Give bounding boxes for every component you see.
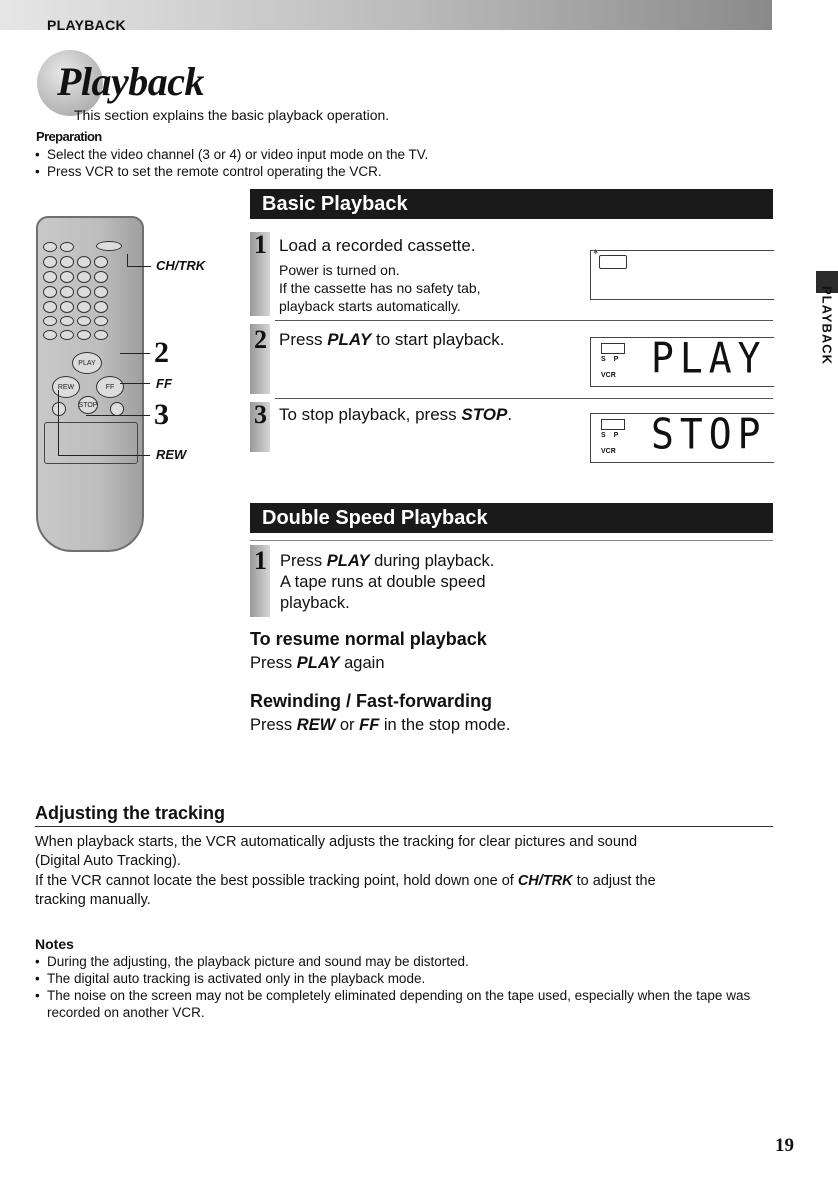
remote-button: [94, 301, 108, 313]
step-title: Load a recorded cassette.: [279, 236, 476, 255]
remote-play-button: PLAY: [72, 352, 102, 374]
remote-button: [94, 271, 108, 283]
remote-button: [43, 301, 57, 313]
remote-button: [43, 316, 57, 326]
play-button-ref: PLAY: [296, 654, 340, 672]
remote-button: [77, 271, 91, 283]
remote-button: [96, 241, 122, 251]
remote-rew-button: REW: [52, 376, 80, 398]
step-line: A tape runs at double speed: [280, 573, 486, 591]
rewind-heading: Rewinding / Fast-forwarding: [250, 691, 492, 711]
step-title-text: .: [507, 405, 513, 424]
tracking-rule: [35, 826, 773, 827]
remote-ff-button: FF: [96, 376, 124, 398]
page-title: Playback: [57, 59, 205, 104]
side-tab-label: PLAYBACK: [819, 285, 835, 366]
remote-button: [43, 271, 57, 283]
step-detail-line: playback starts automatically.: [279, 298, 461, 314]
remote-button: [94, 330, 108, 340]
tape-speed-indicator: S P: [601, 356, 619, 363]
remote-stop-button: STOP: [78, 396, 98, 414]
step-line-text: Press: [280, 552, 327, 570]
play-button-ref: PLAY: [327, 330, 372, 349]
tracking-heading: Adjusting the tracking: [35, 803, 226, 823]
remote-button: [43, 286, 57, 298]
remote-button: [77, 330, 91, 340]
blink-rays-icon: ✶: [592, 247, 602, 257]
callout-number-2: 2: [154, 336, 169, 369]
step-number: 1: [254, 230, 267, 259]
paragraph-text: to adjust the: [572, 873, 656, 889]
vcr-display-step2: [590, 333, 774, 387]
cassette-icon: [601, 343, 625, 354]
double-speed-heading: Double Speed Playback: [250, 503, 773, 533]
callout-rew: REW: [156, 447, 187, 462]
callout-chtrk: CH/TRK: [156, 258, 206, 273]
preparation-item: • Press VCR to set the remote control operating the VCR.: [35, 163, 428, 180]
rewind-text: [250, 716, 510, 735]
tracking-paragraph-1: [35, 833, 775, 871]
remote-button: [77, 256, 91, 268]
remote-button: [60, 301, 74, 313]
rew-button-ref: REW: [296, 716, 336, 734]
remote-button: [110, 402, 124, 416]
step-number: 2: [254, 325, 267, 354]
rewind-text-part: in the stop mode.: [379, 716, 511, 734]
paragraph-line: (Digital Auto Tracking).: [35, 853, 181, 869]
step-title: [279, 405, 512, 425]
step-divider: [275, 398, 773, 399]
callout-line: [58, 390, 59, 456]
paragraph-line: tracking manually.: [35, 892, 151, 908]
note-item: • During the adjusting, the playback picture and sound may be distorted.: [35, 953, 775, 970]
tape-speed-indicator: S P: [601, 432, 619, 439]
step-title-text: Press: [279, 330, 328, 349]
cassette-icon: [601, 419, 625, 430]
preparation-list: [35, 146, 428, 180]
chtrk-button-ref: CH/TRK: [517, 873, 573, 889]
preparation-heading: Preparation: [36, 129, 102, 144]
header-section-label: PLAYBACK: [47, 17, 126, 33]
callout-line: [127, 254, 128, 267]
note-item: • The digital auto tracking is activated only in the playback mode.: [35, 970, 775, 987]
step-title-text: to start playback.: [371, 330, 505, 349]
remote-button: [60, 256, 74, 268]
rewind-text-part: or: [335, 716, 360, 734]
callout-line: [86, 415, 150, 416]
preparation-item: • Select the video channel (3 or 4) or video input mode on the TV.: [35, 146, 428, 163]
step-number: 1: [254, 546, 267, 575]
notes-list: [35, 953, 775, 1021]
resume-text-part: again: [339, 654, 385, 672]
remote-button: [60, 242, 74, 252]
remote-button: [77, 286, 91, 298]
display-readout: STOP: [651, 409, 767, 459]
resume-heading: To resume normal playback: [250, 629, 487, 649]
resume-text: [250, 654, 385, 673]
vcr-indicator: VCR: [601, 448, 616, 455]
notes-heading: Notes: [35, 936, 74, 952]
paragraph-line: [35, 872, 775, 891]
remote-button: [77, 301, 91, 313]
callout-ff: FF: [156, 376, 172, 391]
step-number: 3: [254, 400, 267, 429]
remote-button: [77, 316, 91, 326]
step-line: [280, 551, 494, 572]
ff-button-ref: FF: [359, 716, 380, 734]
step-detail-line: Power is turned on.: [279, 262, 400, 278]
page-number: 19: [775, 1135, 794, 1156]
remote-button: [60, 286, 74, 298]
resume-text-part: Press: [250, 654, 297, 672]
remote-button: [60, 271, 74, 283]
note-item: • The noise on the screen may not be completely eliminated depending on the tape used, especially when the tape was recorded on another VCR.: [35, 987, 775, 1021]
remote-button: [94, 286, 108, 298]
step-title-text: To stop playback, press: [279, 405, 462, 424]
step-divider: [275, 320, 773, 321]
remote-button: [60, 316, 74, 326]
remote-button: [43, 330, 57, 340]
callout-line: [120, 383, 150, 384]
vcr-display-step1: [590, 247, 774, 300]
paragraph-line: When playback starts, the VCR automatically adjusts the tracking for clear pictures and sound: [35, 834, 638, 850]
step-details: [279, 261, 481, 315]
vcr-indicator: VCR: [601, 372, 616, 379]
basic-playback-heading: Basic Playback: [250, 189, 773, 219]
remote-button: [60, 330, 74, 340]
callout-line: [58, 455, 150, 456]
paragraph-text: If the VCR cannot locate the best possible tracking point, hold down one of: [35, 873, 518, 889]
stop-button-ref: STOP: [461, 405, 508, 424]
remote-button: [43, 256, 57, 268]
section-rule: [250, 540, 773, 541]
step-detail-line: If the cassette has no safety tab,: [279, 280, 481, 296]
double-speed-step-text: [280, 551, 494, 614]
callout-line: [120, 353, 150, 354]
intro-text: This section explains the basic playback operation.: [74, 107, 390, 123]
step-line-text: during playback.: [369, 552, 495, 570]
callout-line: [127, 266, 151, 267]
step-title: [279, 330, 505, 350]
remote-button: [94, 256, 108, 268]
callout-number-3: 3: [154, 398, 169, 431]
remote-button: [52, 402, 66, 416]
step-line: playback.: [280, 594, 350, 612]
remote-button: [94, 316, 108, 326]
tracking-paragraph-2: [35, 872, 775, 910]
display-readout: PLAY: [651, 333, 767, 383]
remote-button: [43, 242, 57, 252]
rewind-text-part: Press: [250, 716, 297, 734]
vcr-display-step3: [590, 409, 774, 463]
play-button-ref: PLAY: [326, 552, 370, 570]
